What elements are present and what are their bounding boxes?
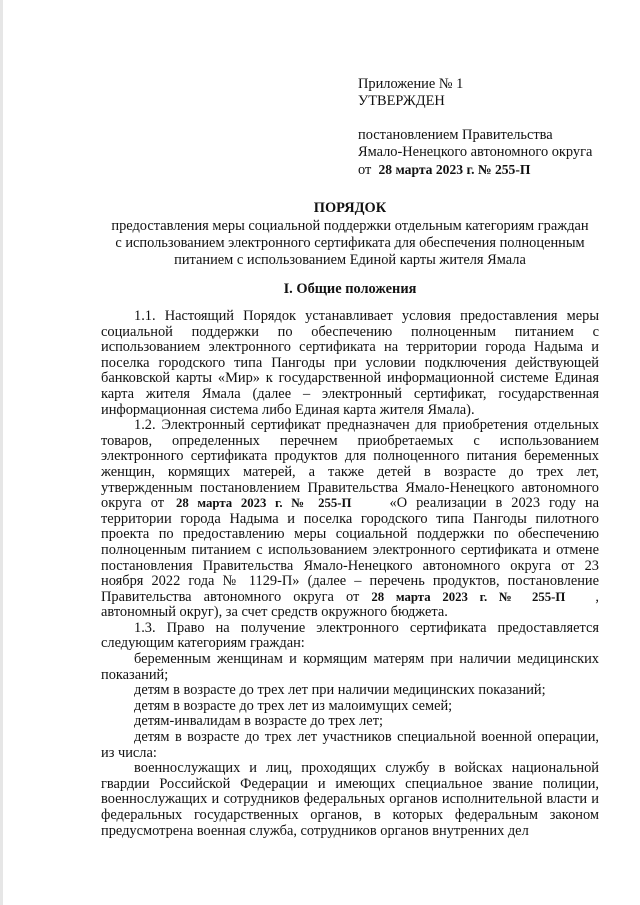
paragraph-1-2 — [101, 418, 599, 621]
list-item: детям в возрасте до трех лет участников специальной военной операции, из числа: — [101, 729, 599, 761]
document-title-block — [100, 200, 600, 269]
approved-label: УТВЕРЖДЕН — [358, 93, 445, 109]
list-item: военнослужащих и лиц, проходящих службу в войсках национальной гвардии Российской Федерации и имеющих специальное звание полиции, военнослужащих и сотрудников федеральных органов исполнительной власти и федеральных государственных органов, в которых федеральным законом предусмотрена военная служба, сотрудников органов внутренних дел — [101, 760, 599, 839]
paragraph-1-3: 1.3. Право на получение электронного сертификата предоставляется следующим категориям граждан: — [101, 619, 599, 652]
paragraph-1-2-text-b: «О реализации в 2023 году на территории города Надыма и поселка городского типа Пангоды пилотного проекта по предоставлению меры социальной поддержки по обеспечению полноценным питанием с использованием электронного сертификата и отмене постановления Правительства Ямало-Ненецкого автономного округа от 23 ноября 2022 года № 1129-П» (далее – перечень продуктов, постановление Правительства автономного округа от — [101, 495, 599, 605]
document-body — [101, 309, 599, 839]
list-item: детям в возрасте до трех лет при наличии медицинских показаний; — [134, 682, 546, 699]
document-subtitle-line: с использованием электронного сертификата для обеспечения полноценным — [115, 235, 585, 251]
list-item: детям-инвалидам в возрасте до трех лет; — [134, 713, 383, 730]
list-item: беременным женщинам и кормящим матерям при наличии медицинских показаний; — [101, 651, 599, 683]
page-edge-shadow — [0, 0, 3, 905]
document-subtitle-line: предоставления меры социальной поддержки отдельным категориям граждан — [111, 218, 589, 234]
approval-gap — [358, 110, 618, 127]
document-subtitle-line: питанием с использованием Единой карты жителя Ямала — [174, 252, 526, 268]
approval-line-date — [358, 161, 618, 179]
approval-line-region: Ямало-Ненецкого автономного округа — [358, 144, 593, 160]
list-item: детям в возрасте до трех лет из малоимущих семей; — [134, 697, 453, 714]
decree-reference-inline: 28 марта 2023 г. № 255-П — [175, 496, 352, 511]
approval-line-resolution: постановлением Правительства — [358, 127, 553, 143]
section-title: I. Общие положения — [283, 281, 417, 297]
approval-block — [358, 76, 618, 179]
paragraph-1-1: 1.1. Настоящий Порядок устанавливает условия предоставления меры социальной поддержки по обеспечению полноценным питанием с использованием электронного сертификата на территории города Надыма и поселка городского типа Пангоды при условии подключения действующей банковской карты «Мир» к государственной информационной системе Единая карта жителя Ямала (далее – электронный сертификат, государственная информационная система либо Единая карта жителя Ямала). — [101, 308, 599, 418]
decree-reference: 28 марта 2023 г. № 255-П — [378, 162, 531, 177]
paragraph-1-2-text-a: 1.2. Электронный сертификат предназначен для приобретения отдельных товаров, определенных перечнем приобретаемых с использованием электронного сертификата продуктов для полноценного питания беременных женщин, кормящих матерей, а также детей в возрасте до трех лет, утвержденным постановлением Правительства Ямало-Ненецкого автономного округа от — [101, 417, 599, 512]
document-title: ПОРЯДОК — [313, 200, 387, 216]
appendix-number: Приложение № 1 — [358, 76, 464, 92]
paragraph-1-2-text-c: , автономный округ), за счет средств окружного бюджета. — [101, 588, 599, 621]
decree-reference-inline: 28 марта 2023 г. № 255-П — [371, 589, 566, 604]
from-label: от — [358, 162, 372, 178]
